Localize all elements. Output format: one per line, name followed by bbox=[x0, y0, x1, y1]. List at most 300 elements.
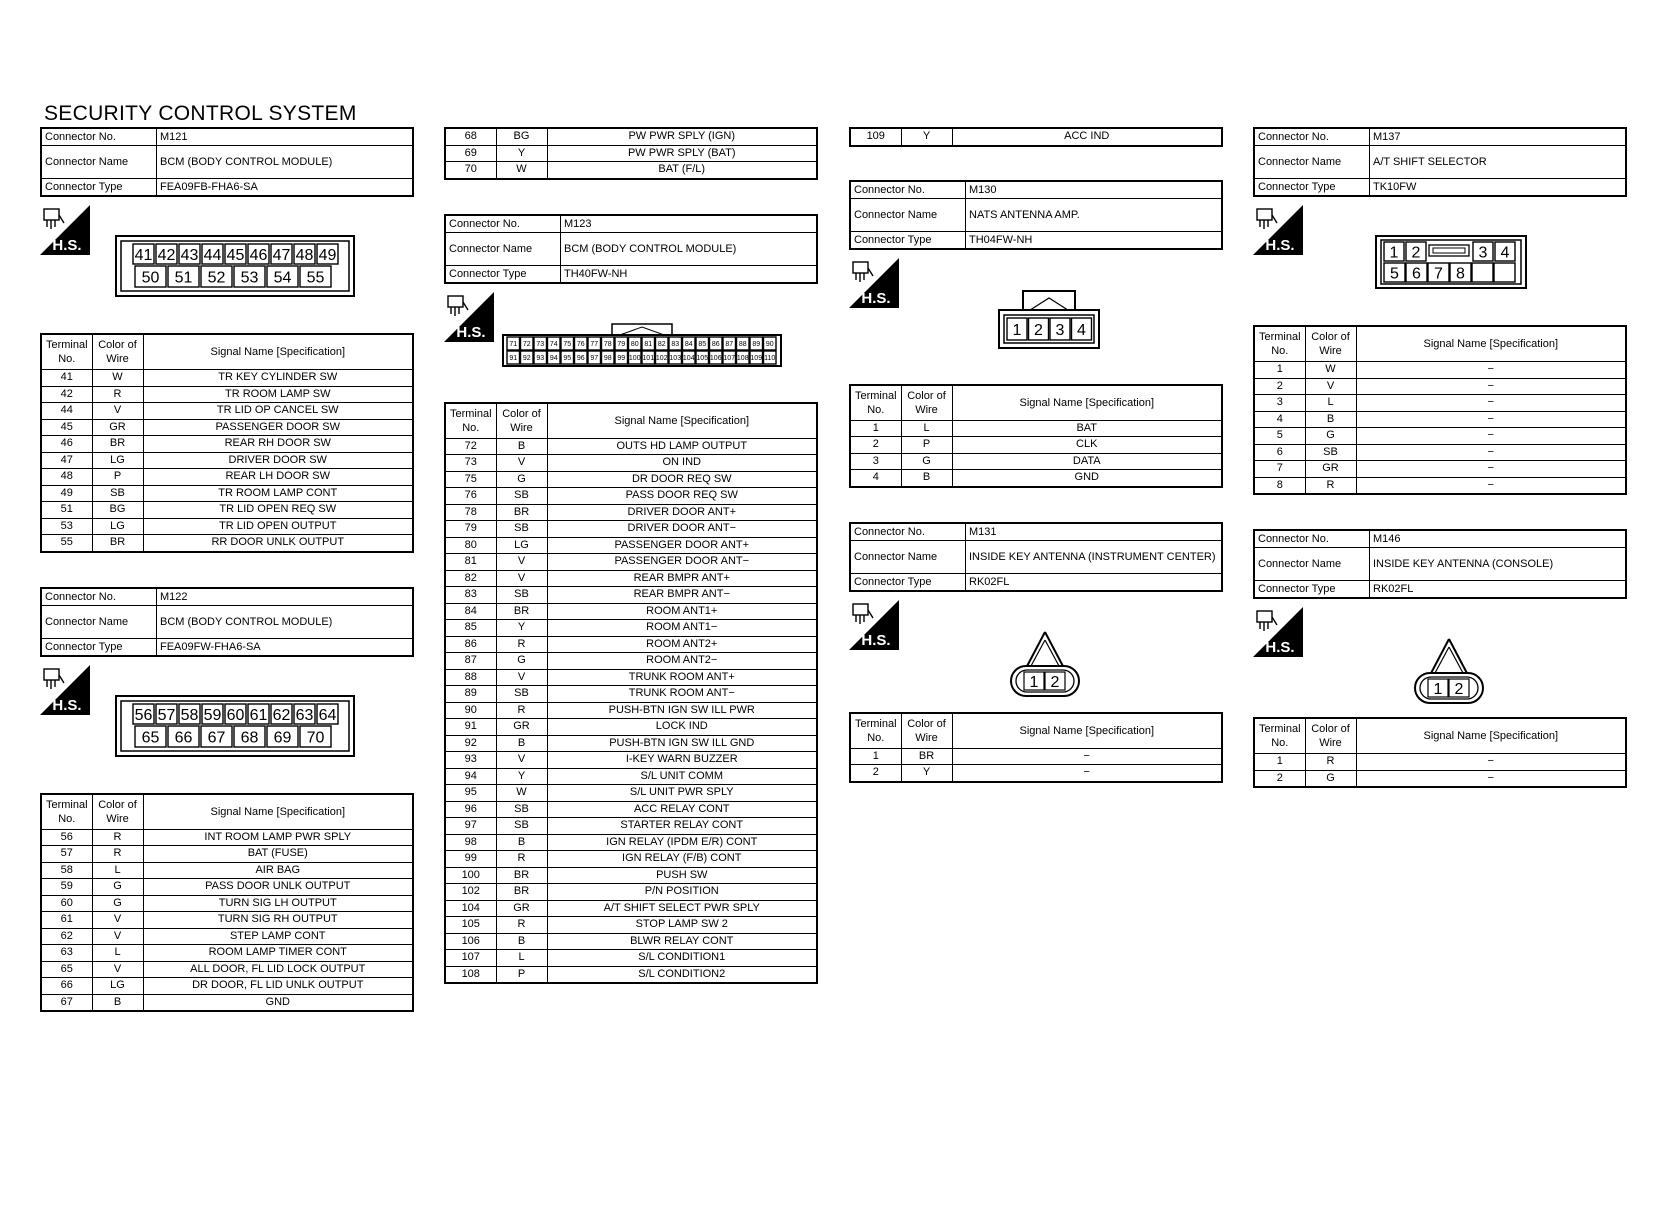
signal-name: AIR BAG bbox=[143, 862, 413, 879]
connector-info-table bbox=[849, 180, 1223, 250]
connector-face-diagram bbox=[997, 290, 1223, 350]
signal-name: DATA bbox=[952, 453, 1222, 470]
wire-color: GR bbox=[496, 719, 547, 736]
column-1 bbox=[40, 127, 414, 1012]
wire-color: Y bbox=[496, 768, 547, 785]
signal-name: − bbox=[1356, 754, 1626, 771]
terminal-no: 88 bbox=[445, 669, 496, 686]
wire-color: B bbox=[496, 438, 547, 455]
wire-color: L bbox=[496, 950, 547, 967]
connector-name-value: BCM (BODY CONTROL MODULE) bbox=[157, 146, 414, 179]
table-row bbox=[1254, 444, 1626, 461]
wire-color: R bbox=[496, 702, 547, 719]
signal-name: ROOM ANT1+ bbox=[547, 603, 817, 620]
wire-color: B bbox=[496, 933, 547, 950]
terminal-no: 47 bbox=[41, 452, 92, 469]
pin-number: 1 bbox=[1012, 321, 1022, 339]
terminal-no: 85 bbox=[445, 620, 496, 637]
spacer bbox=[849, 700, 1223, 712]
harness-side-icon bbox=[40, 205, 90, 255]
wire-color: W bbox=[1305, 362, 1356, 379]
terminal-no: 61 bbox=[41, 912, 92, 929]
connector-no-label: Connector No. bbox=[445, 215, 561, 233]
terminal-no: 49 bbox=[41, 485, 92, 502]
connector-name-value: BCM (BODY CONTROL MODULE) bbox=[157, 605, 414, 638]
terminal-no: 1 bbox=[1254, 362, 1305, 379]
terminal-no: 58 bbox=[41, 862, 92, 879]
table-row bbox=[41, 912, 413, 929]
connector-face-diagram bbox=[1009, 630, 1223, 700]
connector-no-label: Connector No. bbox=[41, 128, 157, 146]
signal-name-header: Signal Name [Specification] bbox=[1356, 326, 1626, 362]
pin-number: 79 bbox=[617, 340, 626, 348]
terminal-table bbox=[849, 712, 1223, 783]
wire-color: LG bbox=[92, 978, 143, 995]
pin-number: 53 bbox=[240, 269, 259, 287]
table-row bbox=[41, 862, 413, 879]
wire-color: BG bbox=[92, 502, 143, 519]
terminal-table bbox=[849, 127, 1223, 147]
harness-side-icon bbox=[1253, 607, 1303, 657]
pin-number: 48 bbox=[295, 246, 314, 264]
terminal-no: 79 bbox=[445, 521, 496, 538]
pin-number: 64 bbox=[318, 706, 337, 724]
spacer bbox=[40, 297, 414, 333]
terminal-no: 104 bbox=[445, 900, 496, 917]
pin-number: 51 bbox=[174, 269, 193, 287]
pin-number: 54 bbox=[273, 269, 292, 287]
wire-color: SB bbox=[496, 521, 547, 538]
wire-color: L bbox=[1305, 395, 1356, 412]
wire-color: V bbox=[496, 570, 547, 587]
connector-info-table bbox=[1253, 127, 1627, 197]
wire-color: R bbox=[92, 386, 143, 403]
pin-number: 80 bbox=[630, 340, 639, 348]
pin-number: 76 bbox=[576, 340, 585, 348]
signal-name: DR DOOR REQ SW bbox=[547, 471, 817, 488]
signal-name: − bbox=[1356, 362, 1626, 379]
pin-number: 88 bbox=[738, 340, 747, 348]
table-row bbox=[1254, 378, 1626, 395]
table-row bbox=[41, 386, 413, 403]
connector-type-label: Connector Type bbox=[41, 179, 157, 197]
wire-color: V bbox=[92, 403, 143, 420]
terminal-no: 83 bbox=[445, 587, 496, 604]
pin-number: 41 bbox=[134, 246, 153, 264]
table-row bbox=[850, 420, 1222, 437]
wire-color: SB bbox=[496, 488, 547, 505]
wire-color: P bbox=[92, 469, 143, 486]
pin-number: 78 bbox=[603, 340, 612, 348]
wire-color: GR bbox=[1305, 461, 1356, 478]
pin-number: 77 bbox=[590, 340, 599, 348]
connector-name-label: Connector Name bbox=[1254, 548, 1370, 581]
table-row bbox=[445, 867, 817, 884]
wire-color: BR bbox=[92, 436, 143, 453]
table-row bbox=[445, 669, 817, 686]
terminal-no: 44 bbox=[41, 403, 92, 420]
terminal-no: 91 bbox=[445, 719, 496, 736]
wire-color: SB bbox=[1305, 444, 1356, 461]
connector-name-value: INSIDE KEY ANTENNA (INSTRUMENT CENTER) bbox=[966, 540, 1223, 573]
connector-name-label: Connector Name bbox=[445, 232, 561, 265]
terminal-table bbox=[1253, 717, 1627, 788]
pin-number: 94 bbox=[549, 354, 558, 362]
wire-color: BG bbox=[496, 128, 547, 145]
table-row bbox=[850, 748, 1222, 765]
wire-color: BR bbox=[496, 884, 547, 901]
signal-name: PASSENGER DOOR ANT− bbox=[547, 554, 817, 571]
color-of-wire-header: Color of Wire bbox=[496, 403, 547, 439]
table-row bbox=[850, 437, 1222, 454]
signal-name: IGN RELAY (IPDM E/R) CONT bbox=[547, 834, 817, 851]
terminal-no: 109 bbox=[850, 128, 901, 146]
connector-name-label: Connector Name bbox=[850, 198, 966, 231]
signal-name-header: Signal Name [Specification] bbox=[1356, 718, 1626, 754]
table-row bbox=[41, 994, 413, 1011]
terminal-no: 4 bbox=[1254, 411, 1305, 428]
connector-no-value: M137 bbox=[1370, 128, 1627, 146]
signal-name: TR LID OP CANCEL SW bbox=[143, 403, 413, 420]
terminal-no: 8 bbox=[1254, 477, 1305, 494]
pin-number: 86 bbox=[711, 340, 720, 348]
wire-color: V bbox=[496, 752, 547, 769]
pin-number: 95 bbox=[563, 354, 572, 362]
table-row bbox=[445, 438, 817, 455]
signal-name: RR DOOR UNLK OUTPUT bbox=[143, 535, 413, 552]
wire-color: Y bbox=[901, 765, 952, 782]
signal-name: DR DOOR, FL LID UNLK OUTPUT bbox=[143, 978, 413, 995]
pin-number: 91 bbox=[509, 354, 518, 362]
terminal-no: 4 bbox=[850, 470, 901, 487]
pin-number: 67 bbox=[207, 728, 226, 746]
table-row bbox=[41, 846, 413, 863]
pin-number: 97 bbox=[590, 354, 599, 362]
signal-name: − bbox=[1356, 477, 1626, 494]
wire-color: G bbox=[92, 895, 143, 912]
signal-name: − bbox=[1356, 411, 1626, 428]
wire-color: Y bbox=[901, 128, 952, 146]
pin-number: 2 bbox=[1034, 321, 1043, 339]
spacer bbox=[849, 147, 1223, 180]
spacer bbox=[1253, 289, 1627, 325]
connector-type-value: RK02FL bbox=[1370, 581, 1627, 599]
connector-info-table bbox=[40, 127, 414, 197]
signal-name-header: Signal Name [Specification] bbox=[143, 794, 413, 830]
wire-color: SB bbox=[496, 801, 547, 818]
connector-type-value: FEA09FB-FHA6-SA bbox=[157, 179, 414, 197]
wire-color: P bbox=[496, 966, 547, 983]
terminal-no-header: Terminal No. bbox=[850, 713, 901, 749]
table-row bbox=[445, 884, 817, 901]
table-row bbox=[850, 128, 1222, 146]
pin-number: 42 bbox=[157, 246, 176, 264]
connector-no-value: M131 bbox=[966, 523, 1223, 541]
page-title: SECURITY CONTROL SYSTEM bbox=[44, 102, 357, 125]
wire-color: P bbox=[901, 437, 952, 454]
table-row bbox=[445, 145, 817, 162]
wire-color: LG bbox=[496, 537, 547, 554]
connector-name-label: Connector Name bbox=[41, 146, 157, 179]
hs-label: H.S. bbox=[1265, 237, 1295, 254]
terminal-no: 102 bbox=[445, 884, 496, 901]
terminal-no: 69 bbox=[445, 145, 496, 162]
pin-number: 66 bbox=[174, 728, 193, 746]
spacer bbox=[444, 368, 818, 402]
pin-number: 44 bbox=[203, 246, 222, 264]
hs-label: H.S. bbox=[861, 631, 891, 649]
signal-name: CLK bbox=[952, 437, 1222, 454]
terminal-no: 63 bbox=[41, 945, 92, 962]
terminal-table bbox=[849, 384, 1223, 488]
terminal-no: 65 bbox=[41, 961, 92, 978]
signal-name: DRIVER DOOR SW bbox=[143, 452, 413, 469]
pin-number: 55 bbox=[306, 269, 325, 287]
harness-side-icon bbox=[849, 600, 899, 650]
table-row bbox=[1254, 411, 1626, 428]
signal-name-header: Signal Name [Specification] bbox=[952, 713, 1222, 749]
terminal-no: 96 bbox=[445, 801, 496, 818]
pin-number: 56 bbox=[134, 706, 153, 724]
signal-name: PASSENGER DOOR ANT+ bbox=[547, 537, 817, 554]
pin-number: 101 bbox=[642, 354, 655, 362]
pin-number: 5 bbox=[1390, 265, 1399, 283]
table-row bbox=[445, 554, 817, 571]
table-row bbox=[445, 620, 817, 637]
wire-color: Y bbox=[496, 620, 547, 637]
wire-color: G bbox=[1305, 428, 1356, 445]
connector-name-value: BCM (BODY CONTROL MODULE) bbox=[561, 232, 818, 265]
pin-number: 1 bbox=[1029, 673, 1039, 691]
pin-number: 47 bbox=[272, 246, 291, 264]
signal-name: PW PWR SPLY (IGN) bbox=[547, 128, 817, 145]
harness-side-icon bbox=[849, 258, 899, 308]
signal-name: − bbox=[1356, 428, 1626, 445]
signal-name: ALL DOOR, FL LID LOCK OUTPUT bbox=[143, 961, 413, 978]
table-row bbox=[41, 469, 413, 486]
table-row bbox=[445, 785, 817, 802]
terminal-no: 87 bbox=[445, 653, 496, 670]
connector-name-label: Connector Name bbox=[1254, 146, 1370, 179]
pin-number: 70 bbox=[306, 728, 325, 746]
wire-color: G bbox=[1305, 770, 1356, 787]
connector-no-label: Connector No. bbox=[41, 588, 157, 606]
signal-name: BAT (F/L) bbox=[547, 162, 817, 179]
table-row bbox=[445, 752, 817, 769]
terminal-no: 99 bbox=[445, 851, 496, 868]
wire-color: SB bbox=[496, 818, 547, 835]
terminal-no: 67 bbox=[41, 994, 92, 1011]
signal-name: REAR RH DOOR SW bbox=[143, 436, 413, 453]
terminal-table bbox=[444, 402, 818, 985]
connector-face-diagram bbox=[502, 322, 818, 368]
pin-number: 43 bbox=[180, 246, 199, 264]
terminal-no: 94 bbox=[445, 768, 496, 785]
table-row bbox=[445, 636, 817, 653]
wire-color: GR bbox=[92, 419, 143, 436]
terminal-no: 1 bbox=[850, 420, 901, 437]
signal-name: TR LID OPEN OUTPUT bbox=[143, 518, 413, 535]
connector-name-label: Connector Name bbox=[41, 605, 157, 638]
terminal-no: 84 bbox=[445, 603, 496, 620]
connector-type-label: Connector Type bbox=[1254, 179, 1370, 197]
terminal-no: 97 bbox=[445, 818, 496, 835]
wire-color: G bbox=[92, 879, 143, 896]
signal-name: S/L CONDITION1 bbox=[547, 950, 817, 967]
terminal-no: 1 bbox=[850, 748, 901, 765]
pin-number: 103 bbox=[669, 354, 682, 362]
terminal-no: 73 bbox=[445, 455, 496, 472]
wire-color: SB bbox=[496, 587, 547, 604]
color-of-wire-header: Color of Wire bbox=[92, 334, 143, 370]
signal-name: STEP LAMP CONT bbox=[143, 928, 413, 945]
wire-color: L bbox=[92, 945, 143, 962]
signal-name-header: Signal Name [Specification] bbox=[952, 385, 1222, 421]
table-row bbox=[445, 603, 817, 620]
signal-name: INT ROOM LAMP PWR SPLY bbox=[143, 829, 413, 846]
terminal-no: 45 bbox=[41, 419, 92, 436]
terminal-no: 3 bbox=[850, 453, 901, 470]
pin-number: 83 bbox=[671, 340, 680, 348]
table-row bbox=[1254, 395, 1626, 412]
pin-number: 59 bbox=[203, 706, 222, 724]
table-row bbox=[41, 370, 413, 387]
pin-number: 63 bbox=[295, 706, 314, 724]
connector-type-label: Connector Type bbox=[445, 265, 561, 283]
connector-name-value: NATS ANTENNA AMP. bbox=[966, 198, 1223, 231]
table-row bbox=[1254, 362, 1626, 379]
connector-type-label: Connector Type bbox=[1254, 581, 1370, 599]
terminal-no-header: Terminal No. bbox=[41, 794, 92, 830]
table-row bbox=[41, 535, 413, 552]
signal-name: LOCK IND bbox=[547, 719, 817, 736]
signal-name: BAT (FUSE) bbox=[143, 846, 413, 863]
signal-name: PASSENGER DOOR SW bbox=[143, 419, 413, 436]
wire-color: R bbox=[496, 636, 547, 653]
table-row bbox=[41, 485, 413, 502]
spacer bbox=[1253, 707, 1627, 717]
signal-name: TR KEY CYLINDER SW bbox=[143, 370, 413, 387]
terminal-no-header: Terminal No. bbox=[1254, 718, 1305, 754]
table-row bbox=[445, 686, 817, 703]
table-row bbox=[445, 455, 817, 472]
signal-name: REAR BMPR ANT+ bbox=[547, 570, 817, 587]
hs-label: H.S. bbox=[52, 696, 82, 714]
pin-number: 57 bbox=[157, 706, 176, 724]
terminal-no: 72 bbox=[445, 438, 496, 455]
table-row bbox=[850, 470, 1222, 487]
terminal-no-header: Terminal No. bbox=[445, 403, 496, 439]
table-row bbox=[41, 452, 413, 469]
column-2 bbox=[444, 127, 818, 984]
connector-face-diagram bbox=[1375, 235, 1627, 289]
signal-name: STARTER RELAY CONT bbox=[547, 818, 817, 835]
pin-number: 72 bbox=[522, 340, 531, 348]
terminal-no: 48 bbox=[41, 469, 92, 486]
terminal-no: 2 bbox=[1254, 378, 1305, 395]
wire-color: BR bbox=[901, 748, 952, 765]
table-row bbox=[445, 818, 817, 835]
harness-side-icon bbox=[444, 292, 494, 342]
color-of-wire-header: Color of Wire bbox=[1305, 718, 1356, 754]
pin-number: 46 bbox=[249, 246, 268, 264]
terminal-no: 70 bbox=[445, 162, 496, 179]
signal-name: DRIVER DOOR ANT− bbox=[547, 521, 817, 538]
hs-label: H.S. bbox=[861, 289, 891, 307]
connector-type-label: Connector Type bbox=[850, 231, 966, 249]
table-row bbox=[1254, 461, 1626, 478]
spacer bbox=[849, 350, 1223, 384]
terminal-no: 51 bbox=[41, 502, 92, 519]
pin-number: 2 bbox=[1411, 244, 1421, 262]
terminal-no: 41 bbox=[41, 370, 92, 387]
spacer bbox=[849, 488, 1223, 522]
terminal-no: 62 bbox=[41, 928, 92, 945]
terminal-no: 66 bbox=[41, 978, 92, 995]
connector-no-label: Connector No. bbox=[1254, 128, 1370, 146]
pin-number: 65 bbox=[141, 728, 160, 746]
wire-color: G bbox=[496, 471, 547, 488]
table-row bbox=[41, 945, 413, 962]
table-row bbox=[445, 950, 817, 967]
connector-no-value: M122 bbox=[157, 588, 414, 606]
connector-type-value: RK02FL bbox=[966, 573, 1223, 591]
table-row bbox=[445, 768, 817, 785]
signal-name: BLWR RELAY CONT bbox=[547, 933, 817, 950]
connector-info-table bbox=[40, 587, 414, 657]
pin-number: 93 bbox=[536, 354, 545, 362]
signal-name: A/T SHIFT SELECT PWR SPLY bbox=[547, 900, 817, 917]
connector-type-value: TH04FW-NH bbox=[966, 231, 1223, 249]
terminal-table bbox=[40, 333, 414, 553]
pin-number: 96 bbox=[576, 354, 585, 362]
color-of-wire-header: Color of Wire bbox=[1305, 326, 1356, 362]
signal-name: TRUNK ROOM ANT− bbox=[547, 686, 817, 703]
color-of-wire-header: Color of Wire bbox=[92, 794, 143, 830]
wire-color: V bbox=[92, 961, 143, 978]
terminal-no: 46 bbox=[41, 436, 92, 453]
wire-color: V bbox=[496, 554, 547, 571]
table-row bbox=[1254, 754, 1626, 771]
signal-name-header: Signal Name [Specification] bbox=[143, 334, 413, 370]
signal-name: − bbox=[1356, 461, 1626, 478]
terminal-no-header: Terminal No. bbox=[1254, 326, 1305, 362]
pin-number: 100 bbox=[628, 354, 641, 362]
pin-number: 82 bbox=[657, 340, 666, 348]
terminal-no: 80 bbox=[445, 537, 496, 554]
pin-number: 90 bbox=[765, 340, 774, 348]
table-row bbox=[445, 537, 817, 554]
hs-label: H.S. bbox=[52, 237, 82, 254]
table-row bbox=[445, 570, 817, 587]
wire-color: R bbox=[1305, 477, 1356, 494]
signal-name: IGN RELAY (F/B) CONT bbox=[547, 851, 817, 868]
signal-name: − bbox=[1356, 770, 1626, 787]
signal-name: S/L UNIT PWR SPLY bbox=[547, 785, 817, 802]
table-row bbox=[41, 895, 413, 912]
connector-type-label: Connector Type bbox=[850, 573, 966, 591]
signal-name: ACC RELAY CONT bbox=[547, 801, 817, 818]
pin-number: 4 bbox=[1500, 244, 1510, 262]
pin-number: 7 bbox=[1434, 265, 1443, 283]
terminal-no: 98 bbox=[445, 834, 496, 851]
pin-number: 1 bbox=[1389, 244, 1399, 262]
terminal-no: 92 bbox=[445, 735, 496, 752]
terminal-no: 6 bbox=[1254, 444, 1305, 461]
pin-number: 92 bbox=[522, 354, 531, 362]
pin-number: 52 bbox=[207, 269, 226, 287]
connector-face-diagram bbox=[115, 695, 414, 757]
